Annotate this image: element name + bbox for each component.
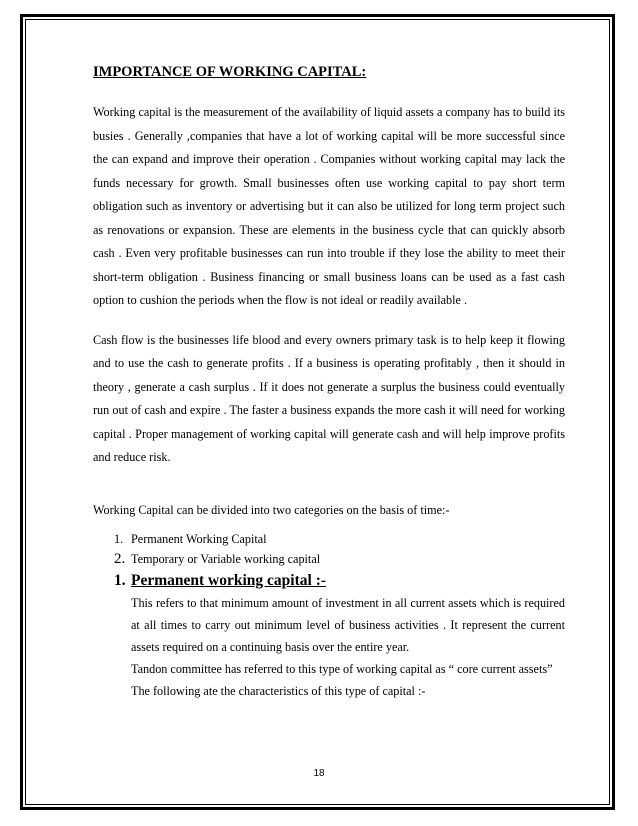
list-number: 1. (114, 571, 126, 589)
sub-heading (114, 572, 565, 590)
page-content (93, 64, 565, 702)
list-item (114, 532, 565, 547)
sub-paragraph: This refers to that minimum amount of investment in all current assets which is required at all times to carry out minimum level of business activities . It represent the current assets required on a continuing basis over the entire year. (131, 595, 565, 654)
permanent-capital-description (131, 592, 565, 702)
categories-list (114, 532, 565, 590)
paragraph-working-capital: Working capital is the measurement of the availability of liquid assets a company has to build its busies . Generally ,companies that have a lot of working capital will be more successful since the can expand and improve their operation . Companies without working capital may lack the funds necessary for growth. Small businesses often use working capital to pay short term obligation such as inventory or advertising but it can also be utilized for long term project such as renovations or expansion. These are elements in the business cycle that can quickly absorb cash . Even very profitable businesses can run into trouble if they lose the ability to meet their short-term obligation . Business financing or small business loans can be used as a fast cash option to cushion the periods when the flow is not ideal or readily available . (93, 105, 565, 307)
sub-heading-label: Permanent working capital :- (131, 571, 327, 589)
list-item (114, 551, 565, 568)
sub-paragraph: Tandon committee has referred to this type of working capital as “ core current assets” (131, 661, 553, 676)
list-item-label: Temporary or Variable working capital (131, 551, 321, 566)
list-number: 2. (114, 550, 126, 567)
list-item-label: Permanent Working Capital (131, 531, 267, 546)
categories-intro: Working Capital can be divided into two categories on the basis of time:- (93, 502, 450, 517)
section-heading: IMPORTANCE OF WORKING CAPITAL: (93, 64, 367, 80)
page-number: 18 (313, 768, 325, 779)
paragraph-cash-flow: Cash flow is the businesses life blood and every owners primary task is to help keep it flowing and to use the cash to generate profits . If a business is operating profitably , then it should in theory , generate a cash surplus . If it does not generate a surplus the business could eventually run out of cash and expire . The faster a business expands the more cash it will need for working capital . Proper management of working capital will generate cash and will help improve profits and reduce risk. (93, 332, 565, 464)
list-number: 1. (114, 531, 124, 546)
sub-paragraph: The following ate the characteristics of this type of capital :- (131, 683, 426, 698)
